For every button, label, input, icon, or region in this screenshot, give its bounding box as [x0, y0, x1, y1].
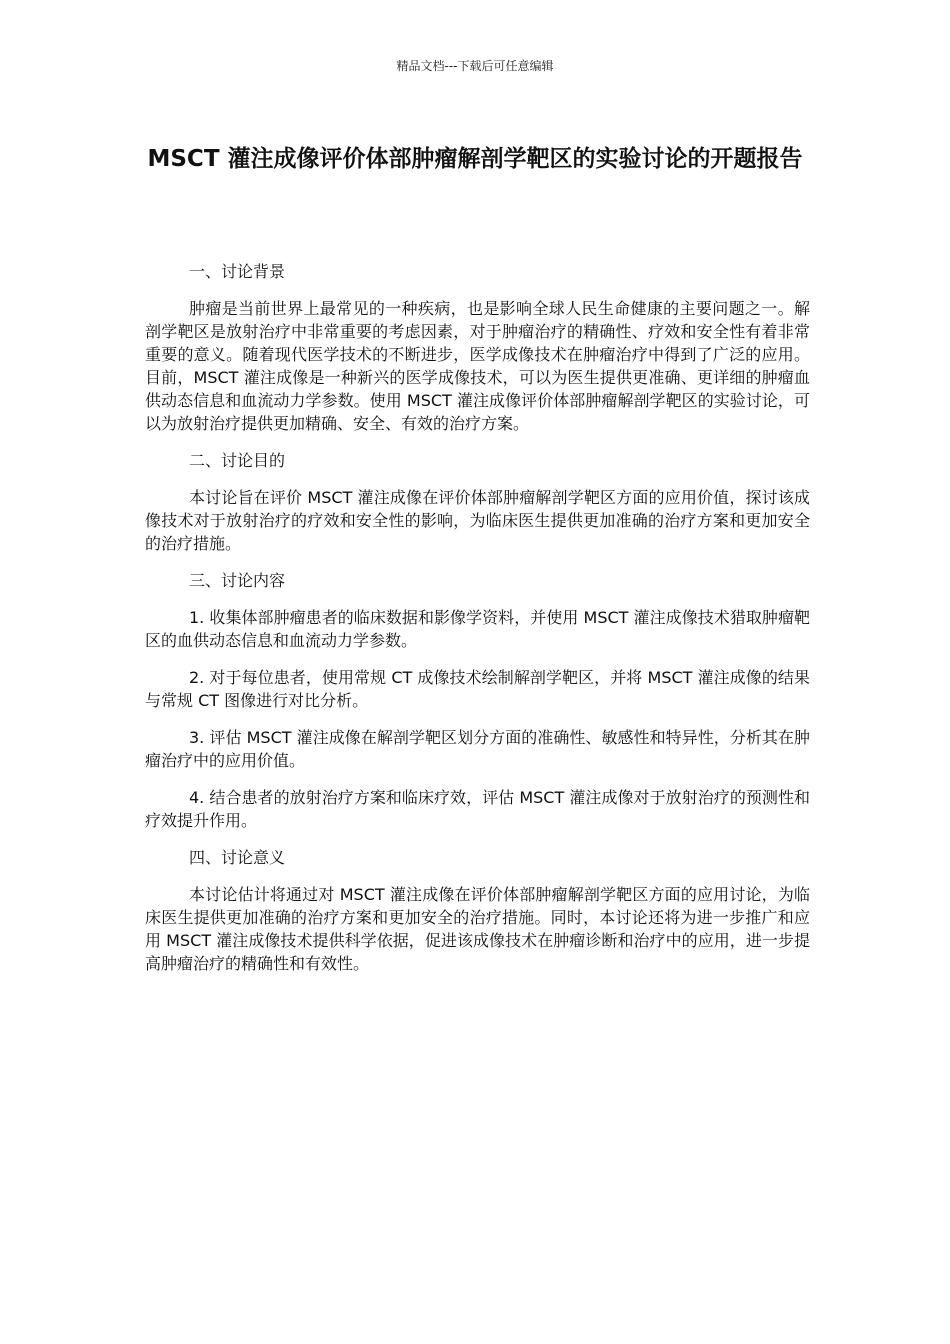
section-background: [145, 260, 810, 435]
document-title: MSCT 灌注成像评价体部肿瘤解剖学靶区的实验讨论的开题报告: [147, 146, 803, 172]
header-note: 精品文档---下载后可任意编辑: [396, 59, 554, 73]
section-heading: 一、讨论背景: [189, 262, 286, 281]
paragraph: 本讨论估计将通过对 MSCT 灌注成像在评价体部肿瘤解剖学靶区方面的应用讨论，为临床医生提供更加准确的治疗方案和更加安全的治疗措施。同时，本讨论还将为进一步推广和应用 MSCT 灌注成像技术提供科学依据，促进该成像技术在肿瘤诊断和治疗中的应用，进一步提高肿瘤治疗的精确性和有效性。: [145, 885, 810, 973]
document-body: [145, 260, 810, 989]
section-purpose: [145, 449, 810, 555]
paragraph: 肿瘤是当前世界上最常见的一种疾病，也是影响全球人民生命健康的主要问题之一。解剖学靶区是放射治疗中非常重要的考虑因素，对于肿瘤治疗的精确性、疗效和安全性有着非常重要的意义。随着现代医学技术的不断进步，医学成像技术在肿瘤治疗中得到了广泛的应用。目前，MSCT 灌注成像是一种新兴的医学成像技术，可以为医生提供更准确、更详细的肿瘤血供动态信息和血流动力学参数。使用 MSCT 灌注成像评价体部肿瘤解剖学靶区的实验讨论，可以为放射治疗提供更加精确、安全、有效的治疗方案。: [145, 299, 810, 433]
list-item: 2. 对于每位患者，使用常规 CT 成像技术绘制解剖学靶区，并将 MSCT 灌注成像的结果与常规 CT 图像进行对比分析。: [145, 668, 810, 710]
paragraph: 本讨论旨在评价 MSCT 灌注成像在评价体部肿瘤解剖学靶区方面的应用价值，探讨该成像技术对于放射治疗的疗效和安全性的影响，为临床医生提供更加准确的治疗方案和更加安全的治疗措施。: [145, 488, 810, 553]
section-content: [145, 569, 810, 832]
section-heading: 四、讨论意义: [189, 848, 286, 867]
section-heading: 三、讨论内容: [189, 571, 286, 590]
section-significance: [145, 846, 810, 975]
list-item: 1. 收集体部肿瘤患者的临床数据和影像学资料，并使用 MSCT 灌注成像技术猎取肿瘤靶区的血供动态信息和血流动力学参数。: [145, 608, 810, 650]
section-heading: 二、讨论目的: [189, 451, 286, 470]
list-item: 4. 结合患者的放射治疗方案和临床疗效，评估 MSCT 灌注成像对于放射治疗的预测性和疗效提升作用。: [145, 788, 810, 830]
list-item: 3. 评估 MSCT 灌注成像在解剖学靶区划分方面的准确性、敏感性和特异性，分析其在肿瘤治疗中的应用价值。: [145, 728, 810, 770]
